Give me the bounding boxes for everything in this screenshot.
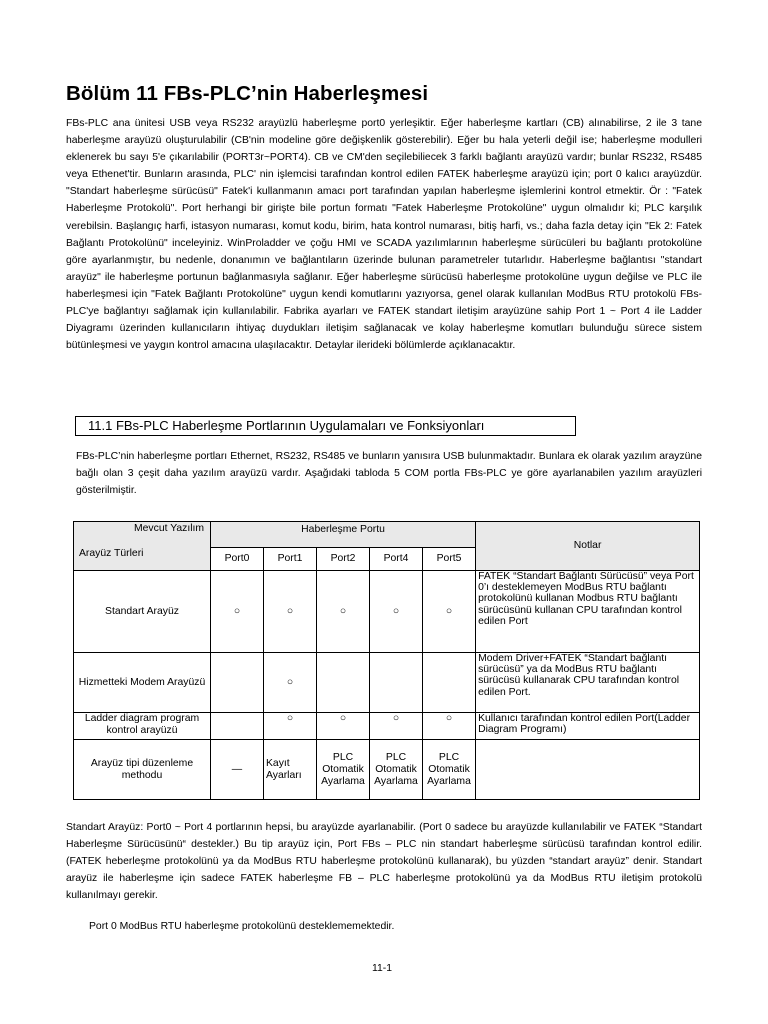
- port-cell: ○: [211, 571, 264, 653]
- port-cell: [317, 653, 370, 713]
- port-cell: ○: [317, 713, 370, 740]
- header-bottom-left: Arayüz Türleri: [79, 547, 144, 559]
- port-cell: ○: [317, 571, 370, 653]
- row-note: Kullanıcı tarafından kontrol edilen Port(Ladder Diagram Programı): [476, 713, 700, 740]
- port-cell: [423, 653, 476, 713]
- port-cell: ○: [423, 713, 476, 740]
- row-note: FATEK “Standart Bağlantı Sürücüsü” veya Port 0’ı desteklemeyen ModBus RTU bağlantı protokolünü kullanan Modbus RTU bağlantı sürücüsünü kullanan CPU tarafından kontrol edilen Port: [476, 571, 700, 653]
- port-cell: [370, 653, 423, 713]
- port-cell: ○: [370, 571, 423, 653]
- row-label: Arayüz tipi düzenleme methodu: [74, 740, 211, 800]
- table-header-corner: [74, 522, 211, 571]
- table-row: [74, 653, 700, 713]
- table-row: [74, 571, 700, 653]
- port-cell: PLC Otomatik Ayarlama: [317, 740, 370, 800]
- port-cell: ○: [370, 713, 423, 740]
- table-row: [74, 740, 700, 800]
- port-cell: ○: [423, 571, 476, 653]
- port-cell: ○: [264, 571, 317, 653]
- standard-interface-paragraph: Standart Arayüz: Port0 ~ Port 4 portlarının hepsi, bu arayüzde ayarlanabilir. (Port 0 sadece bu arayüzde kullanılabilir ve FATEK “Standart Haberleşme Sürücüsünü“ destekler.) Bu tip arayüz için, Port FBs – PLC nin standart haberleşme sürücüsü tarafından kontrol edilir. (FATEK heberleşme protokolünü ya da ModBus RTU haberleşme protokolünü kullanarak), bu yüzden “standart arayüz” denir. Standart arayüz ile haberleşme için sadece FATEK haberleşme FB – PLC haberleşme protokolünü ya da ModBus RTU iletişim protokolü kullanılmayı gerekir.: [66, 822, 702, 902]
- row-label: Hizmetteki Modem Arayüzü: [74, 653, 211, 713]
- page-title: Bölüm 11 FBs-PLC’nin Haberleşmesi: [66, 82, 429, 105]
- header-port: Port4: [370, 548, 423, 571]
- header-notes: Notlar: [476, 522, 700, 571]
- header-port: Port2: [317, 548, 370, 571]
- row-note: [476, 740, 700, 800]
- row-note: Modem Driver+FATEK “Standart bağlantı sürücüsü” ya da ModBus RTU bağlantı sürücüsü kullanarak CPU tarafından kontrol edilen Port.: [476, 653, 700, 713]
- ports-table: [73, 521, 700, 800]
- port0-note: Port 0 ModBus RTU haberleşme protokolünü desteklememektedir.: [89, 921, 395, 932]
- header-top-left: Mevcut Yazılım: [134, 522, 205, 534]
- section-paragraph: FBs-PLC’nin haberleşme portları Ethernet, RS232, RS485 ve bunların yanısıra USB bulunmaktadır. Bunlara ek olarak yazılım arayzüne bağlı olan 3 çeşit daha yazılım arayüzü vardır. Aşağıdaki tabloda 5 COM portla FBs-PLC ye göre ayarlanabilen yazılım arayüzleri gösterilmiştir.: [76, 451, 702, 497]
- header-port: Port5: [423, 548, 476, 571]
- row-label: Standart Arayüz: [74, 571, 211, 653]
- port-cell: PLC Otomatik Ayarlama: [370, 740, 423, 800]
- table-row: [74, 713, 700, 740]
- port-cell: [211, 653, 264, 713]
- header-ports-group: Haberleşme Portu: [211, 522, 476, 548]
- page-number: 11-1: [372, 963, 393, 974]
- port-cell: [211, 713, 264, 740]
- row-label: Ladder diagram program kontrol arayüzü: [74, 713, 211, 740]
- header-port: Port0: [211, 548, 264, 571]
- port-cell: ○: [264, 713, 317, 740]
- port-cell: PLC Otomatik Ayarlama: [423, 740, 476, 800]
- header-port: Port1: [264, 548, 317, 571]
- port-cell: —: [211, 740, 264, 800]
- port-cell: ○: [264, 653, 317, 713]
- intro-paragraph: FBs-PLC ana ünitesi USB veya RS232 arayüzlü haberleşme port0 yerleşiktir. Eğer haberleşme kartları (CB) alınabilirse, 2 ile 3 tane haberleşme arayüzü oluşturulabilir (CB'nin modeline göre değişkenlik gösterebilir). Eğer bu hala yeterli değil ise; haberleşme modulleri eklenerek bu sayı 5'e çıkarılabilir (PORT3r~PORT4). CB ve CM'den seçilebiliecek 3 farklı bağlantı arayüzü vardır; bunlar RS232, RS485 veya Ethenet'tir. Bunların arasında, PLC' nin işlemcisi tarafından kontrol edilen FATEK haberleşme arayüzü için; port 0 kalıcı arayüzdür. "Standart haberleşme sürücüsü" Fatek'i kullanmanın amacı port tarafından yapılan haberleşme işlemlerini kontrol etmektir. Ör : "Fatek Haberleşme Protokolü". Port herhangi bir girişte bile portun formatı "Fatek Haberleşme Protokolüne" uygun olmalıdır ki; PLC karşılık verebilsin. Başlangıç harfi, istasyon numarası, komut kodu, birim, hata kontrol numarası, bitiş harfi, vs.; daha fazla detay için "Ek 2: Fatek Bağlantı Protokolünü" inceleyiniz. WinProladder ve çoğu HMI ve SCADA yazılımlarının haberleşme sürücüleri bu bağlantı protokolüne göre ayarlanmıştır, bu nedenle, donanımın ve bağlantıların üzerinde bulunan parametreler tutarlıdır. Haberleşme bağlantısı "standart arayüz" ile haberleşme portunun bağlanmasıyla sağlanır. Eğer haberleşme sürücüsü haberleşme protokolüne uygun değilse ve PLC ile haberleşmesi için "Fatek Bağlantı Protokolüne" uygun kendi komutlarını yazıyorsa, genel olarak kullanılan ModBus RTU protokolü FBs-PLC'ye bağlantıyı sağlamak için kullanılabilir. Fabrika ayarları ve FATEK standart iletişim arayüzüne sahip Port 1 ~ Port 4 ile Ladder Diyagramı üzerinden kullanıcıların ihtiyaç duydukları iletişim sağlanacak ve kolay haberleşme komutları bulunduğu sürece sistem bütünleşmesi ve yaygın kontrol amacına ulaşılacaktır. Detaylar ilerideki bölümlerde açıklanacaktır.: [66, 118, 702, 352]
- section-heading: 11.1 FBs-PLC Haberleşme Portlarının Uygulamaları ve Fonksiyonları: [75, 416, 576, 436]
- port-cell: Kayıt Ayarları: [264, 740, 317, 800]
